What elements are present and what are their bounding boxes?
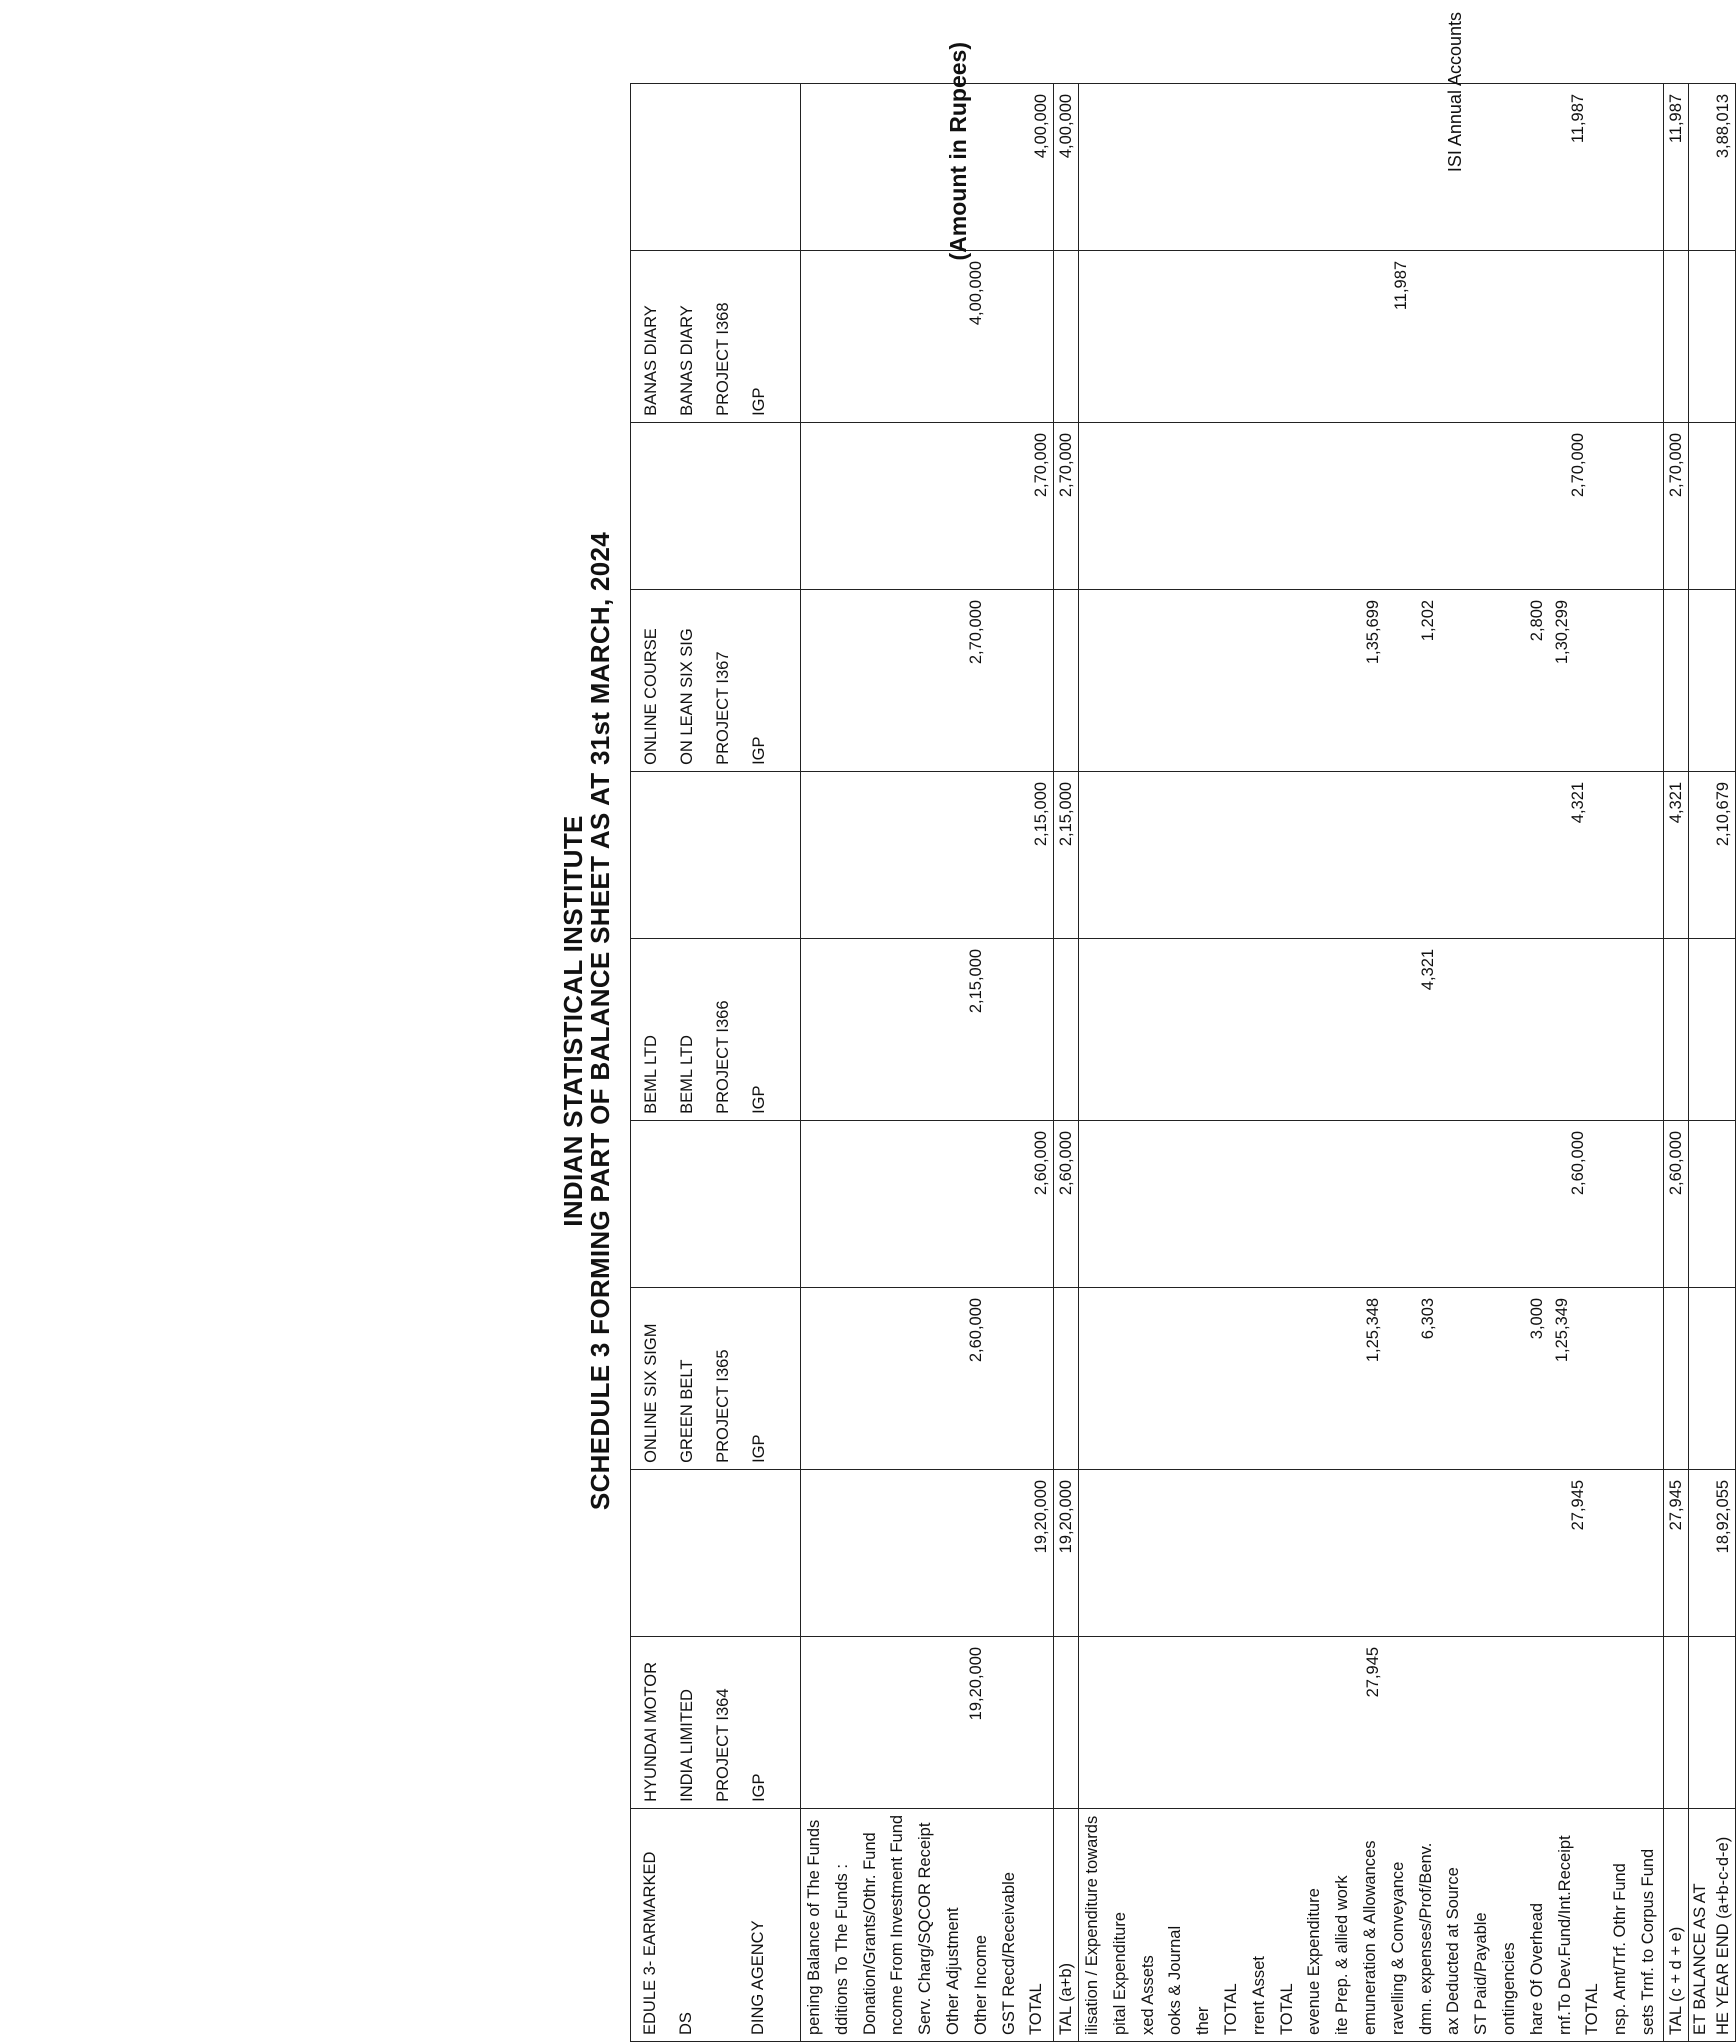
row-label: ilisation / Expenditure towards <box>1083 1815 1101 2035</box>
total-ab-value: 19,20,000 <box>1054 1469 1079 1636</box>
utilisation-subtotal-cell <box>1079 1469 1664 1636</box>
project-header <box>631 1287 801 1469</box>
row-label: ncome From Investment Fund <box>888 1814 907 2035</box>
other-income-value: 4,00,000 <box>967 260 985 326</box>
total-ab-row <box>1054 83 1079 2041</box>
revenue-total-value: 11,987 <box>1569 93 1587 144</box>
blank-cell <box>1664 1287 1689 1469</box>
total-ab-value: 2,70,000 <box>1054 422 1079 589</box>
revenue-total-value: 2,70,000 <box>1569 432 1587 498</box>
net-balance-cell <box>1689 83 1736 250</box>
funds-total-value: 2,70,000 <box>1032 432 1050 498</box>
utilisation-section-row <box>1079 83 1664 2041</box>
row-label: pening Balance of The Funds <box>805 1819 823 2035</box>
utilisation-subtotal-cell <box>1079 1120 1664 1287</box>
funding-agency: IGP <box>750 1773 768 1802</box>
project-name-1: ONLINE COURSE <box>642 628 660 765</box>
net-balance-value: 2,10,679 <box>1714 781 1732 847</box>
funds-subtotal-cell <box>801 83 1054 250</box>
project-name-2: INDIA LIMITED <box>678 1689 696 1802</box>
institute-title: INDIAN STATISTICAL INSTITUTE <box>558 815 588 1227</box>
net-balance-row <box>1689 83 1736 2041</box>
utilisation-detail-cell <box>1079 1287 1664 1469</box>
project-code: PROJECT I364 <box>714 1688 732 1802</box>
row-label: Donation/Grants/Othr. Fund <box>860 1832 879 2035</box>
total-cde-value: 27,945 <box>1664 1469 1689 1636</box>
project-name-2: BANAS DIARY <box>678 305 696 416</box>
row-label: sets Trnf. to Corpus Fund <box>1638 1848 1657 2035</box>
header-label-3 <box>704 1815 740 2035</box>
net-balance-value: 18,92,055 <box>1714 1479 1732 1554</box>
row-label: TOTAL <box>1277 1983 1296 2035</box>
row-label: emuneration & Allowances <box>1360 1840 1379 2035</box>
funds-section-row <box>801 83 1054 2041</box>
project-name-1: BEML LTD <box>642 1035 660 1114</box>
other-income-value: 2,60,000 <box>967 1297 985 1363</box>
row-label: nsp. Amt/Trf. Othr Fund <box>1611 1863 1630 2035</box>
row-label: ravelling & Conveyance <box>1388 1861 1407 2035</box>
funds-subtotal-cell <box>801 1120 1054 1287</box>
blank-cell <box>1689 1287 1736 1469</box>
row-label: rnf.To Dev.Fund/Int.Receipt <box>1555 1835 1574 2035</box>
project-name-1: HYUNDAI MOTOR <box>642 1661 660 1802</box>
row-label: TOTAL <box>1583 1983 1602 2035</box>
row-label: ooks & Journal <box>1166 1925 1185 2035</box>
net-balance-cell <box>1689 771 1736 938</box>
funds-detail-cell <box>801 589 1054 771</box>
total-cde-row <box>1664 83 1689 2041</box>
row-label: Other Adjustment <box>943 1907 962 2035</box>
project-name-2: ON LEAN SIX SIG <box>678 628 696 765</box>
total-ab-value: 2,15,000 <box>1054 771 1079 938</box>
row-label: xed Assets <box>1138 1955 1157 2035</box>
blank-cell <box>1664 589 1689 771</box>
footer-note: ISI Annual Accounts <box>1445 12 1465 173</box>
utilisation-detail-cell <box>1079 250 1664 422</box>
blank-cell <box>1664 938 1689 1120</box>
row-label: GST Recd/Receivable <box>999 1872 1018 2035</box>
project-name-2: GREEN BELT <box>678 1359 696 1463</box>
row-label: dditions To The Funds : <box>832 1864 851 2035</box>
revenue-total-value: 2,60,000 <box>1569 1130 1587 1196</box>
funds-total-value: 2,15,000 <box>1032 781 1050 847</box>
blank-cell <box>1689 250 1736 422</box>
total-cde-value: 2,60,000 <box>1664 1120 1689 1287</box>
utilisation-detail-cell <box>1079 938 1664 1120</box>
other-income-value: 2,70,000 <box>967 599 985 665</box>
share-overhead-value: 2,800 <box>1528 599 1546 642</box>
remuneration-value: 27,945 <box>1364 1646 1382 1698</box>
funding-agency: IGP <box>750 1434 768 1463</box>
utilisation-subtotal-cell <box>1079 771 1664 938</box>
schedule-table <box>630 83 1736 2042</box>
total-cde-value: 2,70,000 <box>1664 422 1689 589</box>
opening-balance-value: 19,20,000 <box>967 1646 985 1721</box>
blank-cell <box>1054 938 1079 1120</box>
blank-cell <box>1689 589 1736 771</box>
row-label: ax Deducted at Source <box>1444 1867 1463 2035</box>
row-label: ST Paid/Payable <box>1472 1912 1491 2035</box>
net-balance-cell <box>1689 422 1736 589</box>
amount-note: (Amount in Rupees) <box>945 42 971 261</box>
row-label: ther <box>1194 2006 1213 2035</box>
project-header <box>631 938 801 1120</box>
project-header <box>631 589 801 771</box>
revenue-total-value: 27,945 <box>1569 1479 1587 1531</box>
header-blank <box>631 1469 801 1636</box>
header-label-1: EDULE 3- EARMARKED <box>641 1851 659 2035</box>
blank-cell <box>1054 250 1079 422</box>
row-label: HE YEAR END (a+b-c-d-e) <box>1714 1836 1732 2035</box>
remuneration-value: 1,35,699 <box>1364 599 1382 665</box>
total-cde-value: 4,321 <box>1664 771 1689 938</box>
row-label: TOTAL <box>1027 1983 1046 2035</box>
total-ab-value: 4,00,000 <box>1054 83 1079 250</box>
header-blank <box>631 422 801 589</box>
funds-total-value: 2,60,000 <box>1032 1130 1050 1196</box>
net-balance-cell <box>1689 1120 1736 1287</box>
travelling-value: 11,987 <box>1392 260 1410 311</box>
header-blank <box>631 771 801 938</box>
row-label: Serv. Charg/SQCOR Receipt <box>916 1822 935 2035</box>
row-label: Other Income <box>971 1935 990 2035</box>
header-row <box>631 83 801 2041</box>
funding-agency: IGP <box>750 387 768 416</box>
schedule-title: SCHEDULE 3 FORMING PART OF BALANCE SHEET AS AT 31st MARCH, 2024 <box>585 531 615 1511</box>
blank-cell <box>1054 1287 1079 1469</box>
blank-cell <box>1664 250 1689 422</box>
project-header <box>631 1636 801 1808</box>
funds-total-value: 4,00,000 <box>1032 93 1050 159</box>
utilisation-subtotal-cell <box>1079 422 1664 589</box>
row-label: ite Prep. & allied work <box>1333 1875 1352 2035</box>
project-header <box>631 250 801 422</box>
project-name-2: BEML LTD <box>678 1035 696 1114</box>
total-ab-value: 2,60,000 <box>1054 1120 1079 1287</box>
project-code: PROJECT I366 <box>714 1000 732 1114</box>
utilisation-labels <box>1079 1808 1664 2041</box>
row-label: TAL (a+b) <box>1054 1808 1079 2041</box>
funds-detail-cell <box>801 250 1054 422</box>
row-label: TOTAL <box>1221 1983 1240 2035</box>
funds-detail-cell <box>801 1287 1054 1469</box>
funds-subtotal-cell <box>801 1469 1054 1636</box>
funds-detail-cell <box>801 1636 1054 1808</box>
transfer-dev-fund-value: 1,30,299 <box>1553 599 1571 665</box>
total-cde-value: 11,987 <box>1664 83 1689 250</box>
admn-expenses-value: 1,202 <box>1419 599 1437 642</box>
header-label-cell <box>631 1808 801 2041</box>
utilisation-detail-cell <box>1079 589 1664 771</box>
blank-cell <box>1054 1636 1079 1808</box>
net-balance-label <box>1689 1808 1736 2041</box>
project-code: PROJECT I367 <box>714 651 732 765</box>
net-balance-value: 3,88,013 <box>1714 93 1732 159</box>
header-label-4: DING AGENCY <box>749 1920 767 2035</box>
row-label: hare Of Overhead <box>1527 1902 1546 2035</box>
funds-section-labels <box>801 1808 1054 2041</box>
blank-cell <box>1689 1636 1736 1808</box>
header-label-2: DS <box>677 2012 695 2035</box>
share-overhead-value: 3,000 <box>1528 1297 1546 1340</box>
admn-expenses-value: 6,303 <box>1419 1297 1437 1340</box>
net-balance-cell <box>1689 1469 1736 1636</box>
row-label: dmn. expenses/Prof/Benv. <box>1416 1842 1435 2035</box>
header-blank <box>631 83 801 250</box>
row-label: rrent Asset <box>1249 1956 1268 2035</box>
funds-detail-cell <box>801 938 1054 1120</box>
funding-agency: IGP <box>750 736 768 765</box>
project-code: PROJECT I368 <box>714 302 732 416</box>
row-label: evenue Expenditure <box>1305 1888 1324 2035</box>
revenue-total-value: 4,321 <box>1569 781 1587 824</box>
other-income-value: 2,15,000 <box>967 948 985 1014</box>
blank-cell <box>1054 589 1079 771</box>
remuneration-value: 1,25,348 <box>1364 1297 1382 1363</box>
row-label: ontingencies <box>1499 1942 1518 2035</box>
row-label: pital Expenditure <box>1110 1912 1129 2035</box>
transfer-dev-fund-value: 1,25,349 <box>1553 1297 1571 1363</box>
utilisation-detail-cell <box>1079 1636 1664 1808</box>
project-name-1: BANAS DIARY <box>642 305 660 416</box>
funds-subtotal-cell <box>801 771 1054 938</box>
blank-cell <box>1664 1636 1689 1808</box>
funds-total-value: 19,20,000 <box>1032 1479 1050 1554</box>
utilisation-subtotal-cell <box>1079 83 1664 250</box>
funds-subtotal-cell <box>801 422 1054 589</box>
header-blank <box>631 1120 801 1287</box>
admn-expenses-value: 4,321 <box>1419 948 1437 991</box>
funding-agency: IGP <box>750 1085 768 1114</box>
blank-cell <box>1689 938 1736 1120</box>
project-name-1: ONLINE SIX SIGM <box>642 1323 660 1463</box>
row-label: TAL (c + d + e) <box>1664 1808 1689 2041</box>
row-label: ET BALANCE AS AT <box>1691 1883 1709 2035</box>
project-code: PROJECT I365 <box>714 1349 732 1463</box>
